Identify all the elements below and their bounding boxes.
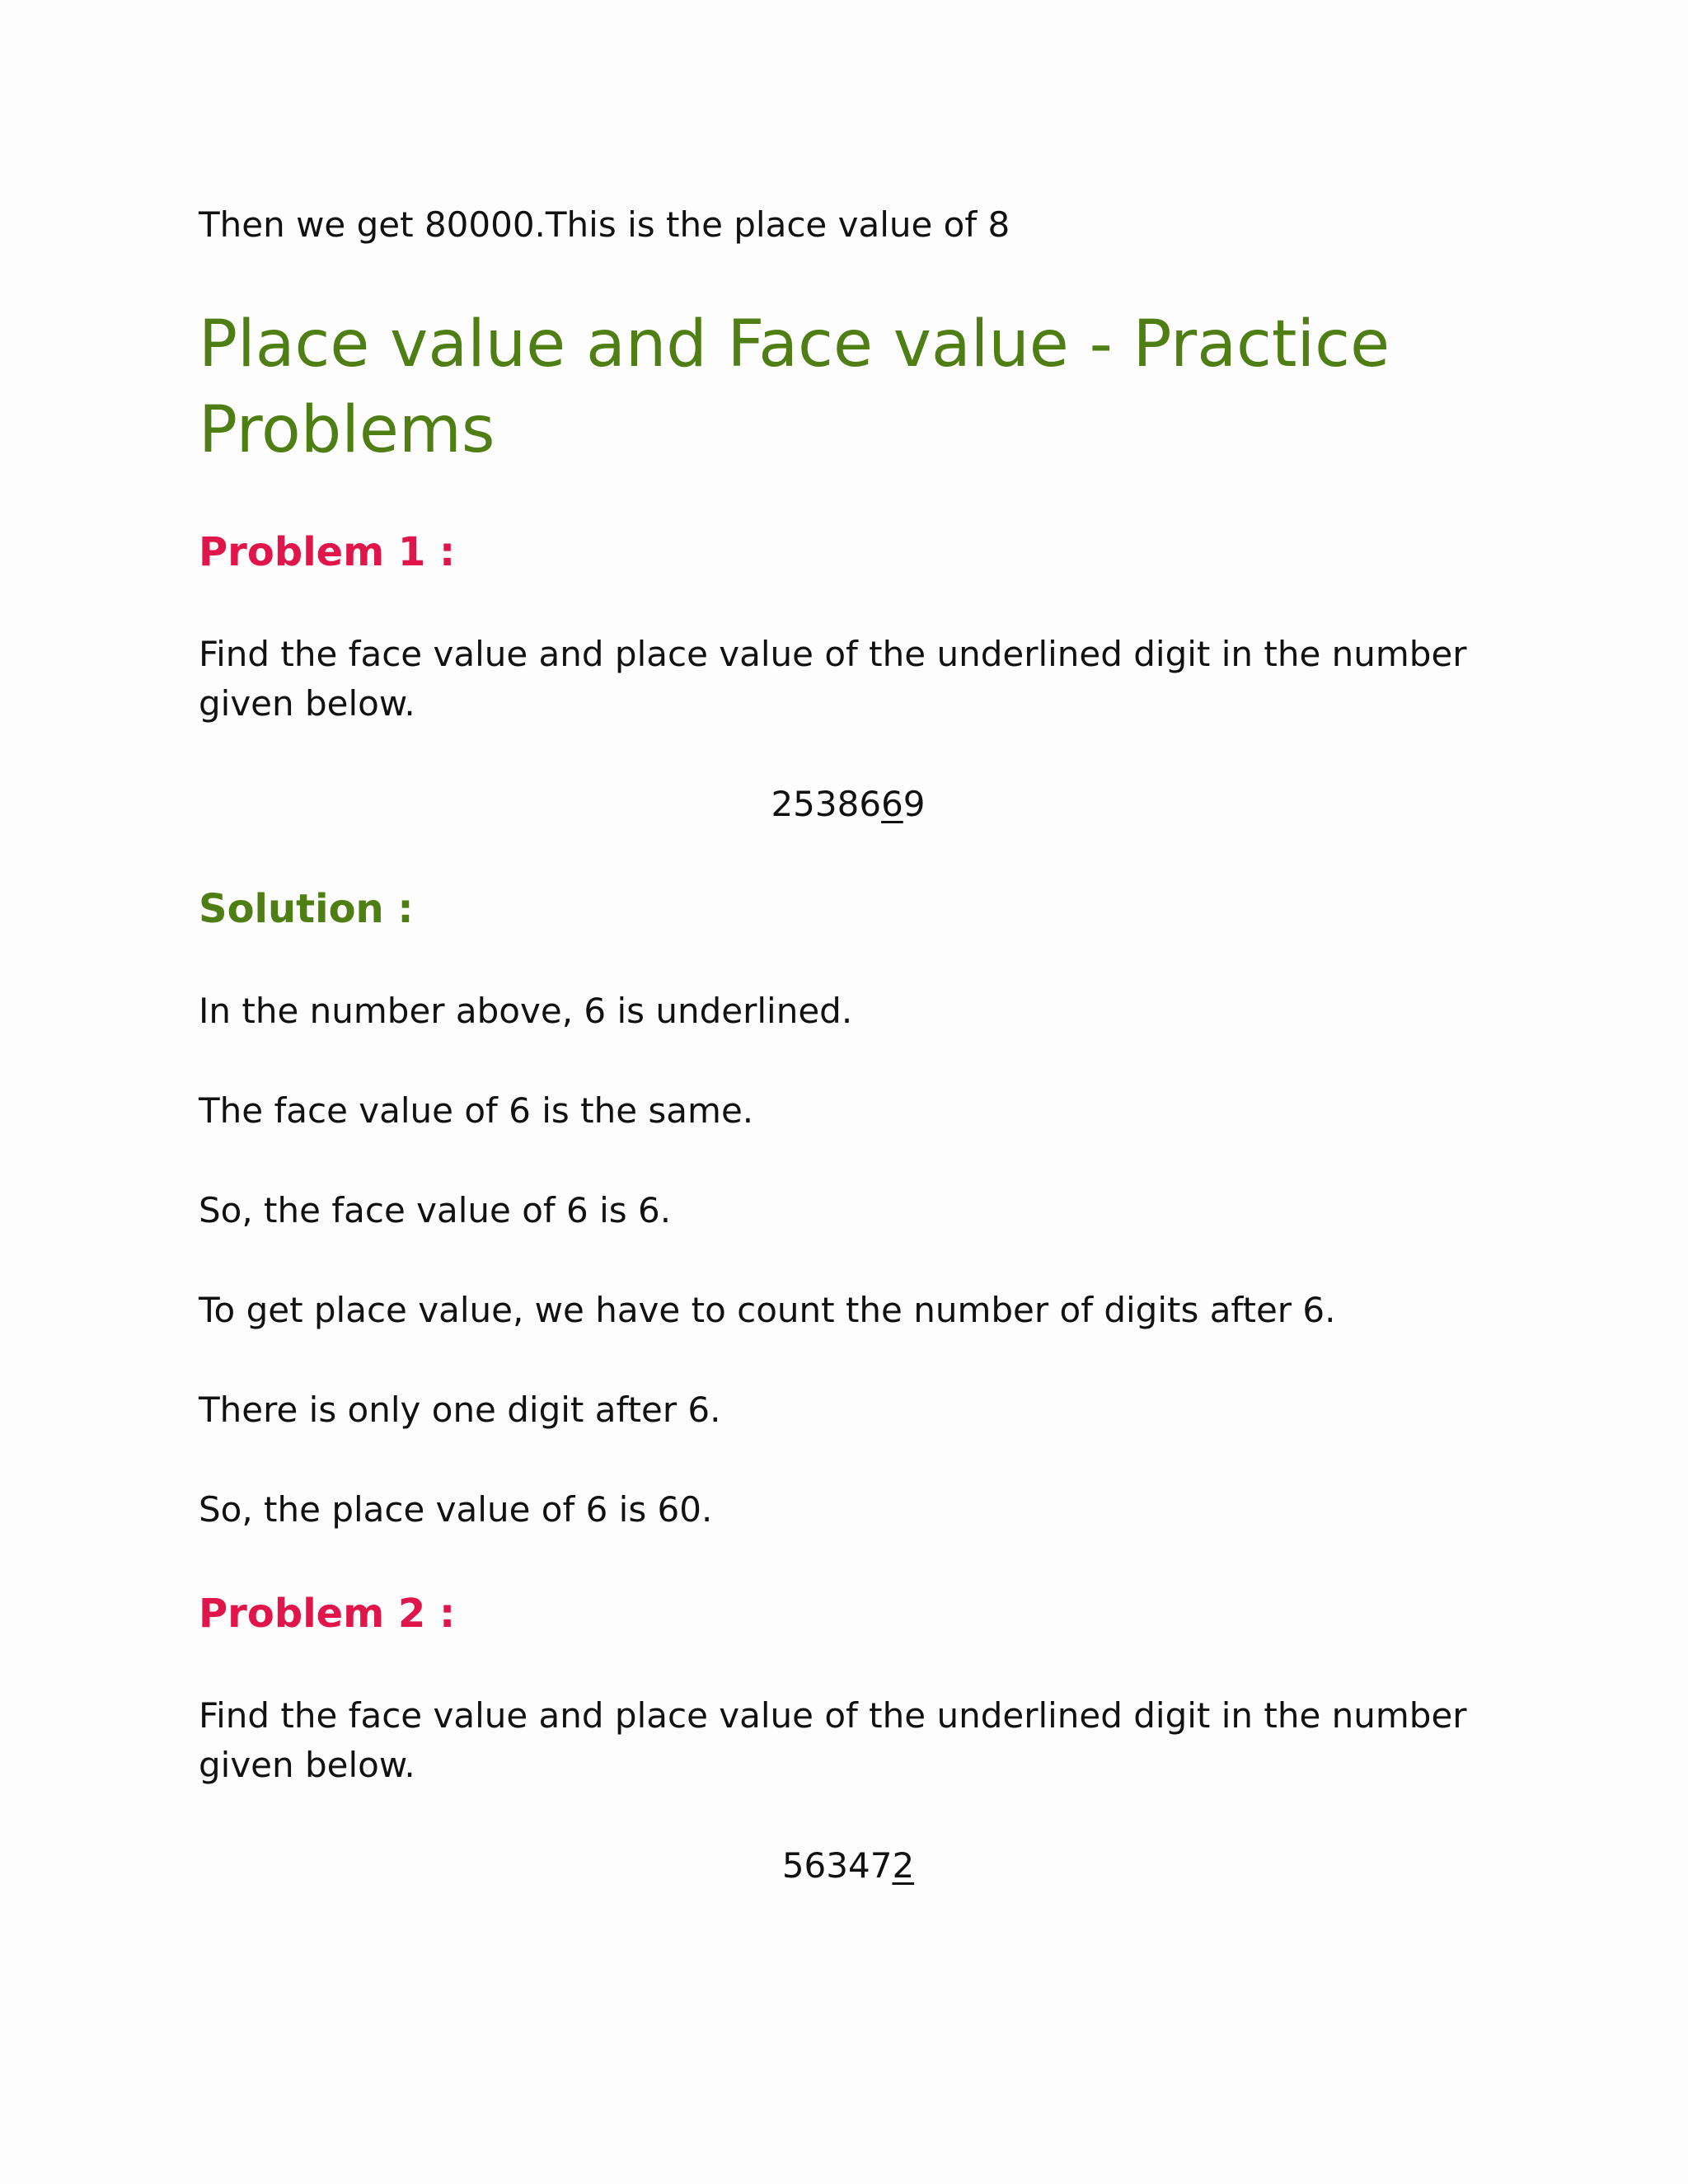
solution-step-2: The face value of 6 is the same.: [199, 1090, 754, 1131]
solution-step-1: In the number above, 6 is underlined.: [199, 991, 853, 1031]
problem-2-underlined-digit: 2: [892, 1845, 915, 1886]
problem-1-number-after: 9: [903, 784, 926, 824]
problem-2-label: Problem 2 :: [199, 1591, 456, 1637]
solution-1-label: Solution :: [199, 886, 414, 932]
problem-2-number-before: 56347: [781, 1845, 893, 1886]
problem-2-number: [0, 1841, 1688, 1891]
problem-1-number-before: 25386: [771, 784, 882, 824]
problem-1-label: Problem 1 :: [199, 529, 456, 575]
solution-step-6: So, the place value of 6 is 60.: [199, 1489, 713, 1530]
section-heading: Place value and Face value - Practice Problems: [199, 307, 1390, 467]
intro-line: Then we get 80000.This is the place value of 8: [199, 204, 1010, 245]
problem-1-question: Find the face value and place value of the underlined digit in the number given below.: [199, 634, 1467, 724]
solution-step-3: So, the face value of 6 is 6.: [199, 1190, 672, 1230]
problem-1-number: [0, 780, 1688, 829]
solution-step-4: To get place value, we have to count the number of digits after 6.: [199, 1290, 1336, 1330]
solution-step-5: There is only one digit after 6.: [199, 1390, 721, 1430]
problem-2-question: Find the face value and place value of the underlined digit in the number given below.: [199, 1695, 1467, 1785]
problem-1-underlined-digit: 6: [881, 784, 903, 824]
